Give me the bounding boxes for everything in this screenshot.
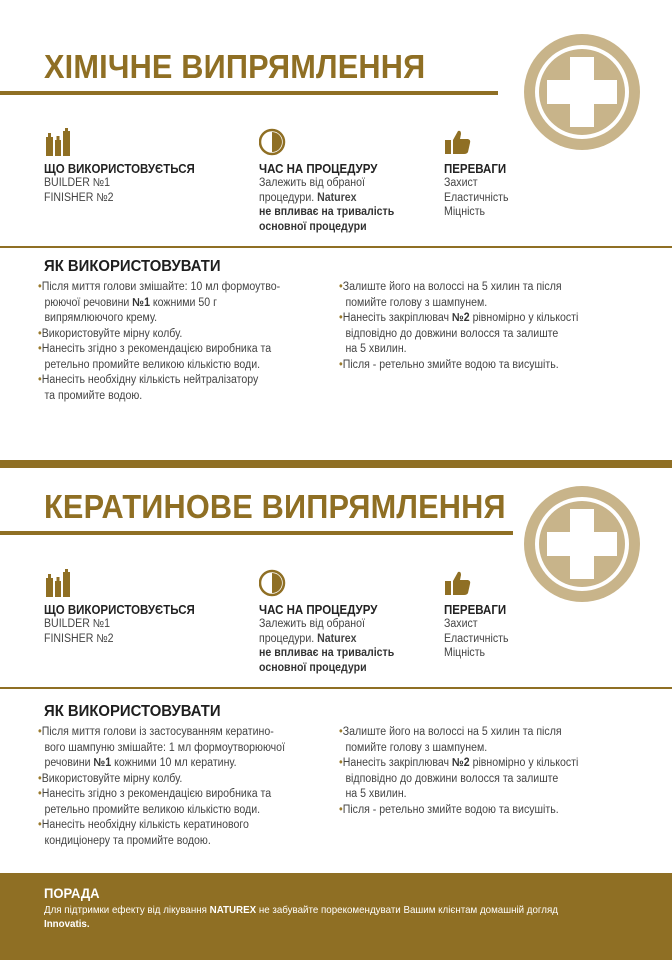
used-item: FINISHER №2 (44, 191, 114, 204)
time-heading: ЧАС НА ПРОЦЕДУРУ (259, 162, 378, 176)
benefits-heading: ПЕРЕВАГИ (444, 162, 507, 176)
tip-panel (0, 873, 672, 960)
time-column (259, 569, 449, 675)
howto-step: •Нанесіть необхідну кількість нейтралізатору (38, 374, 259, 386)
brand-name: Naturex (317, 632, 357, 645)
used-item: FINISHER №2 (44, 632, 114, 645)
tip-text: Для підтримки ефекту від лікування NATUREX не забувайте порекомендувати Вашим клієнтам домашній догляд Innovatis. (44, 904, 558, 930)
clock-icon (259, 569, 287, 597)
section-keratin (0, 468, 672, 868)
howto-step: рюючої речовини №1 кожними 50 г (44, 296, 217, 309)
thumbs-up-icon (444, 569, 472, 597)
title-underline (0, 531, 513, 535)
time-line: основної процедури (259, 220, 367, 233)
howto-step: вого шампуню змішайте: 1 мл формоутворюючої (44, 741, 286, 754)
howto-step: •Нанесіть необхідну кількість кератинового (38, 819, 249, 831)
benefit-item: Захист (444, 618, 478, 630)
howto-step: •Залиште його на волоссі на 5 хилин та після (339, 726, 562, 738)
used-heading: ЩО ВИКОРИСТОВУЄТЬСЯ (44, 162, 195, 176)
section-title: КЕРАТИНОВЕ ВИПРЯМЛЕННЯ (44, 488, 506, 525)
howto-step: •Використовуйте мірну колбу. (38, 327, 183, 340)
howto-step: речовини №1 кожними 10 мл кератину. (44, 757, 237, 769)
howto-step: •Після миття голови із застосуванням кератино- (38, 726, 274, 738)
howto-step: •Залиште його на волоссі на 5 хилин та після (339, 281, 562, 293)
time-line: основної процедури (259, 661, 367, 674)
howto-steps-right (339, 280, 639, 373)
howto-step: •Після - ретельно змийте водою та висушіть. (339, 358, 559, 371)
howto-step: •Нанесіть згідно з рекомендацією виробника та (38, 788, 272, 800)
howto-step: •Нанесіть закріплювач №2 рівномірно у кількості (339, 312, 579, 324)
benefits-column (444, 569, 634, 661)
benefits-column (444, 128, 634, 220)
howto-step: •Нанесіть закріплювач №2 рівномірно у кількості (339, 757, 579, 769)
benefit-item: Захист (444, 177, 478, 189)
time-text: процедури. (259, 632, 318, 645)
time-line: Залежить від обраної (259, 618, 365, 630)
howto-step: на 5 хвилин. (345, 788, 407, 800)
howto-step: ретельно промийте великою кількістю води. (44, 358, 261, 371)
used-item: BUILDER №1 (44, 618, 111, 630)
time-line (259, 191, 434, 206)
howto-step: випрямлюючого крему. (44, 312, 158, 324)
used-column (44, 128, 234, 205)
section-title: ХІМІЧНЕ ВИПРЯМЛЕННЯ (44, 48, 426, 85)
howto-step: відповідно до довжини волосся та залиште (345, 772, 559, 785)
section-divider (0, 687, 672, 689)
howto-steps-left (38, 725, 338, 849)
howto-step: на 5 хвилин. (345, 343, 407, 355)
howto-step: відповідно до довжини волосся та залиште (345, 327, 559, 340)
howto-step: •Використовуйте мірну колбу. (38, 772, 183, 785)
howto-title: ЯК ВИКОРИСТОВУВАТИ (44, 258, 221, 275)
howto-step: кондиціонеру та промийте водою. (44, 834, 211, 847)
tip-title: ПОРАДА (44, 885, 100, 901)
bottles-icon (44, 128, 72, 156)
brand-name: Naturex (317, 191, 357, 204)
benefits-heading: ПЕРЕВАГИ (444, 603, 507, 617)
used-column (44, 569, 234, 646)
clock-icon (259, 128, 287, 156)
time-line: не впливає на тривалість (259, 647, 395, 659)
bottles-icon (44, 569, 72, 597)
howto-step: помийте голову з шампунем. (345, 296, 488, 309)
time-heading: ЧАС НА ПРОЦЕДУРУ (259, 603, 378, 617)
time-column (259, 128, 449, 234)
used-heading: ЩО ВИКОРИСТОВУЄТЬСЯ (44, 603, 195, 617)
section-divider (0, 246, 672, 248)
howto-steps-right (339, 725, 639, 818)
thumbs-up-icon (444, 128, 472, 156)
used-item: BUILDER №1 (44, 177, 111, 189)
benefit-item: Еластичність (444, 632, 509, 645)
howto-step: помийте голову з шампунем. (345, 741, 488, 754)
howto-step: •Після миття голови змішайте: 10 мл формоутво- (38, 281, 281, 293)
benefit-item: Еластичність (444, 191, 509, 204)
howto-step: ретельно промийте великою кількістю води. (44, 803, 261, 816)
time-text: процедури. (259, 191, 318, 204)
howto-step: •Нанесіть згідно з рекомендацією виробника та (38, 343, 272, 355)
title-underline (0, 91, 498, 95)
time-line (259, 632, 434, 647)
section-band (0, 460, 672, 468)
howto-step: •Після - ретельно змийте водою та висушіть. (339, 803, 559, 816)
time-line: не впливає на тривалість (259, 206, 395, 218)
howto-steps-left (38, 280, 338, 404)
section-chemical (0, 0, 672, 460)
time-line: Залежить від обраної (259, 177, 365, 189)
howto-title: ЯК ВИКОРИСТОВУВАТИ (44, 703, 221, 720)
benefit-item: Міцність (444, 206, 486, 218)
benefit-item: Міцність (444, 647, 486, 659)
howto-step: та промийте водою. (44, 389, 143, 402)
